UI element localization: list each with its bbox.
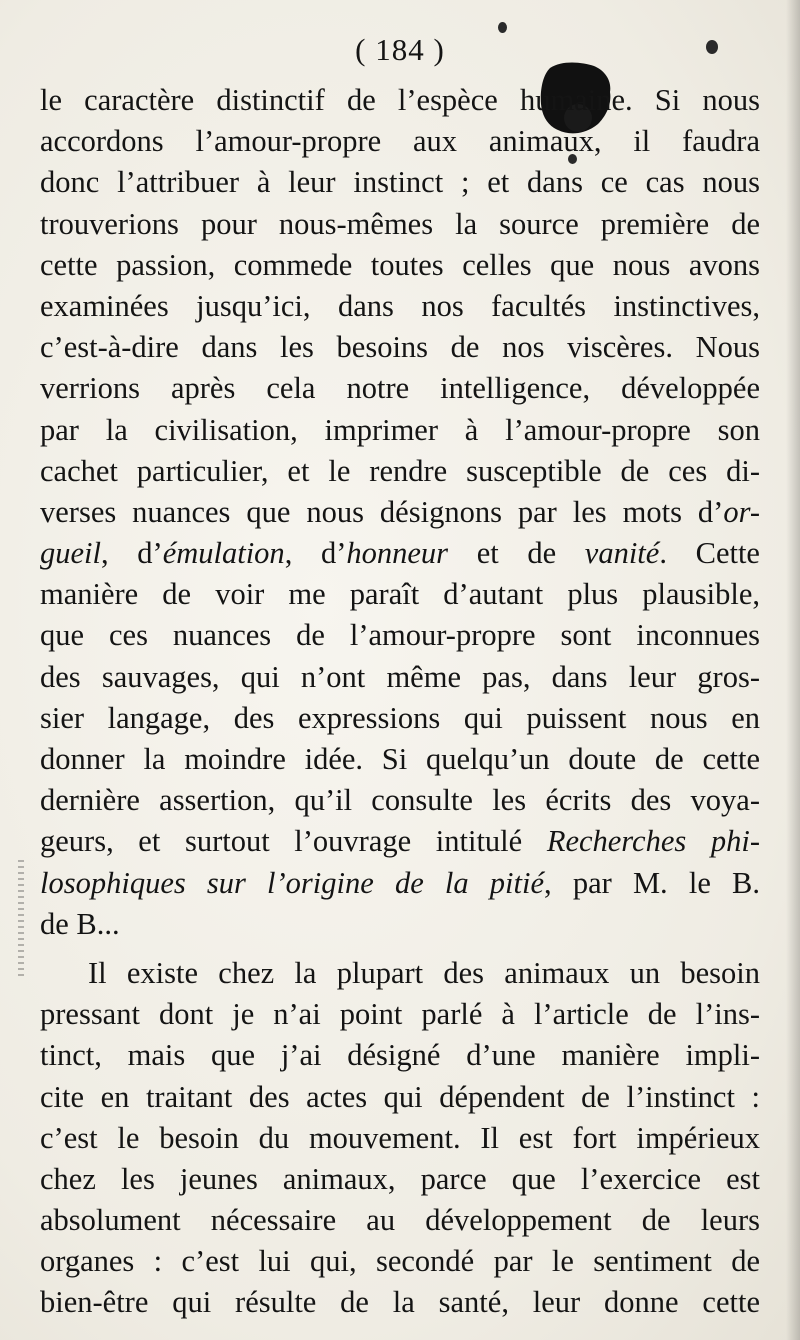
- italic-word: honneur: [346, 536, 449, 571]
- italic-word: vanité: [584, 536, 660, 571]
- text-line: cachet particulier, et le rendre susceptible de ces di-: [40, 453, 760, 488]
- page-edge-shadow: [786, 0, 800, 1340]
- text-line: que ces nuances de l’amour-propre sont inconnues: [40, 618, 760, 653]
- text-line: par la civilisation, imprimer à l’amour-propre son: [40, 412, 760, 447]
- page-number: ( 184 ): [355, 32, 445, 67]
- text-line: gueil, d’émulation, d’honneur et de vanité. Cette: [40, 536, 760, 571]
- italic-title: Recherches phi-: [546, 824, 760, 859]
- text-line: le caractère distinctif de l’espèce humaine. Si nous: [40, 83, 760, 117]
- margin-marks: [18, 860, 24, 980]
- text-line: c’est le besoin du mouvement. Il est fort impérieux: [40, 1120, 760, 1155]
- text-line: verses nuances que nous désignons par les mots d’or-: [40, 494, 760, 529]
- italic-word: émulation: [162, 536, 285, 571]
- text-line: c’est-à-dire dans les besoins de nos viscères. Nous: [40, 330, 760, 365]
- text-line: dernière assertion, qu’il consulte les écrits des voya-: [40, 783, 760, 818]
- text-line: trouverions pour nous-mêmes la source première de: [40, 206, 760, 241]
- text-line: de B...: [40, 906, 120, 941]
- text-line: bien-être qui résulte de la santé, leur donne cette: [40, 1285, 760, 1320]
- text-line: donner la moindre idée. Si quelqu’un doute de cette: [40, 742, 760, 776]
- text-line: des sauvages, qui n’ont même pas, dans leur gros-: [40, 659, 760, 694]
- text-line: verrions après cela notre intelligence, développée: [40, 371, 760, 406]
- text-line: manière de voir me paraît d’autant plus plausible,: [40, 577, 760, 612]
- text-line: absolument nécessaire au développement de leurs: [40, 1203, 760, 1238]
- text-line: sier langage, des expressions qui puissent nous en: [40, 700, 760, 735]
- italic-title: losophiques sur l’origine de la pitié: [40, 865, 545, 900]
- text-line: tinct, mais que j’ai désigné d’une manière impli-: [40, 1038, 760, 1073]
- text-line: accordons l’amour-propre aux animaux, il faudra: [40, 124, 760, 159]
- text-line: losophiques sur l’origine de la pitié, par M. le B.: [40, 865, 760, 900]
- text-line: chez les jeunes animaux, parce que l’exercice est: [40, 1161, 760, 1196]
- text-line: cite en traitant des actes qui dépendent de l’instinct :: [40, 1079, 760, 1114]
- text-line: donc l’attribuer à leur instinct ; et dans ce cas nous: [40, 165, 760, 200]
- italic-word: or-: [723, 494, 760, 529]
- body-text: [40, 80, 760, 1324]
- ink-speck: [498, 22, 507, 33]
- text-line: geurs, et surtout l’ouvrage intitulé Recherches phi-: [40, 824, 760, 859]
- text-line: pressant dont je n’ai point parlé à l’article de l’ins-: [40, 997, 760, 1032]
- text-line: organes : c’est lui qui, secondé par le sentiment de: [40, 1244, 760, 1279]
- italic-word: gueil: [40, 536, 101, 571]
- ink-speck: [706, 40, 718, 54]
- text-line: Il existe chez la plupart des animaux un besoin: [88, 955, 760, 990]
- text-line: examinées jusqu’ici, dans nos facultés instinctives,: [40, 288, 760, 323]
- text-line: cette passion, commede toutes celles que nous avons: [40, 247, 760, 282]
